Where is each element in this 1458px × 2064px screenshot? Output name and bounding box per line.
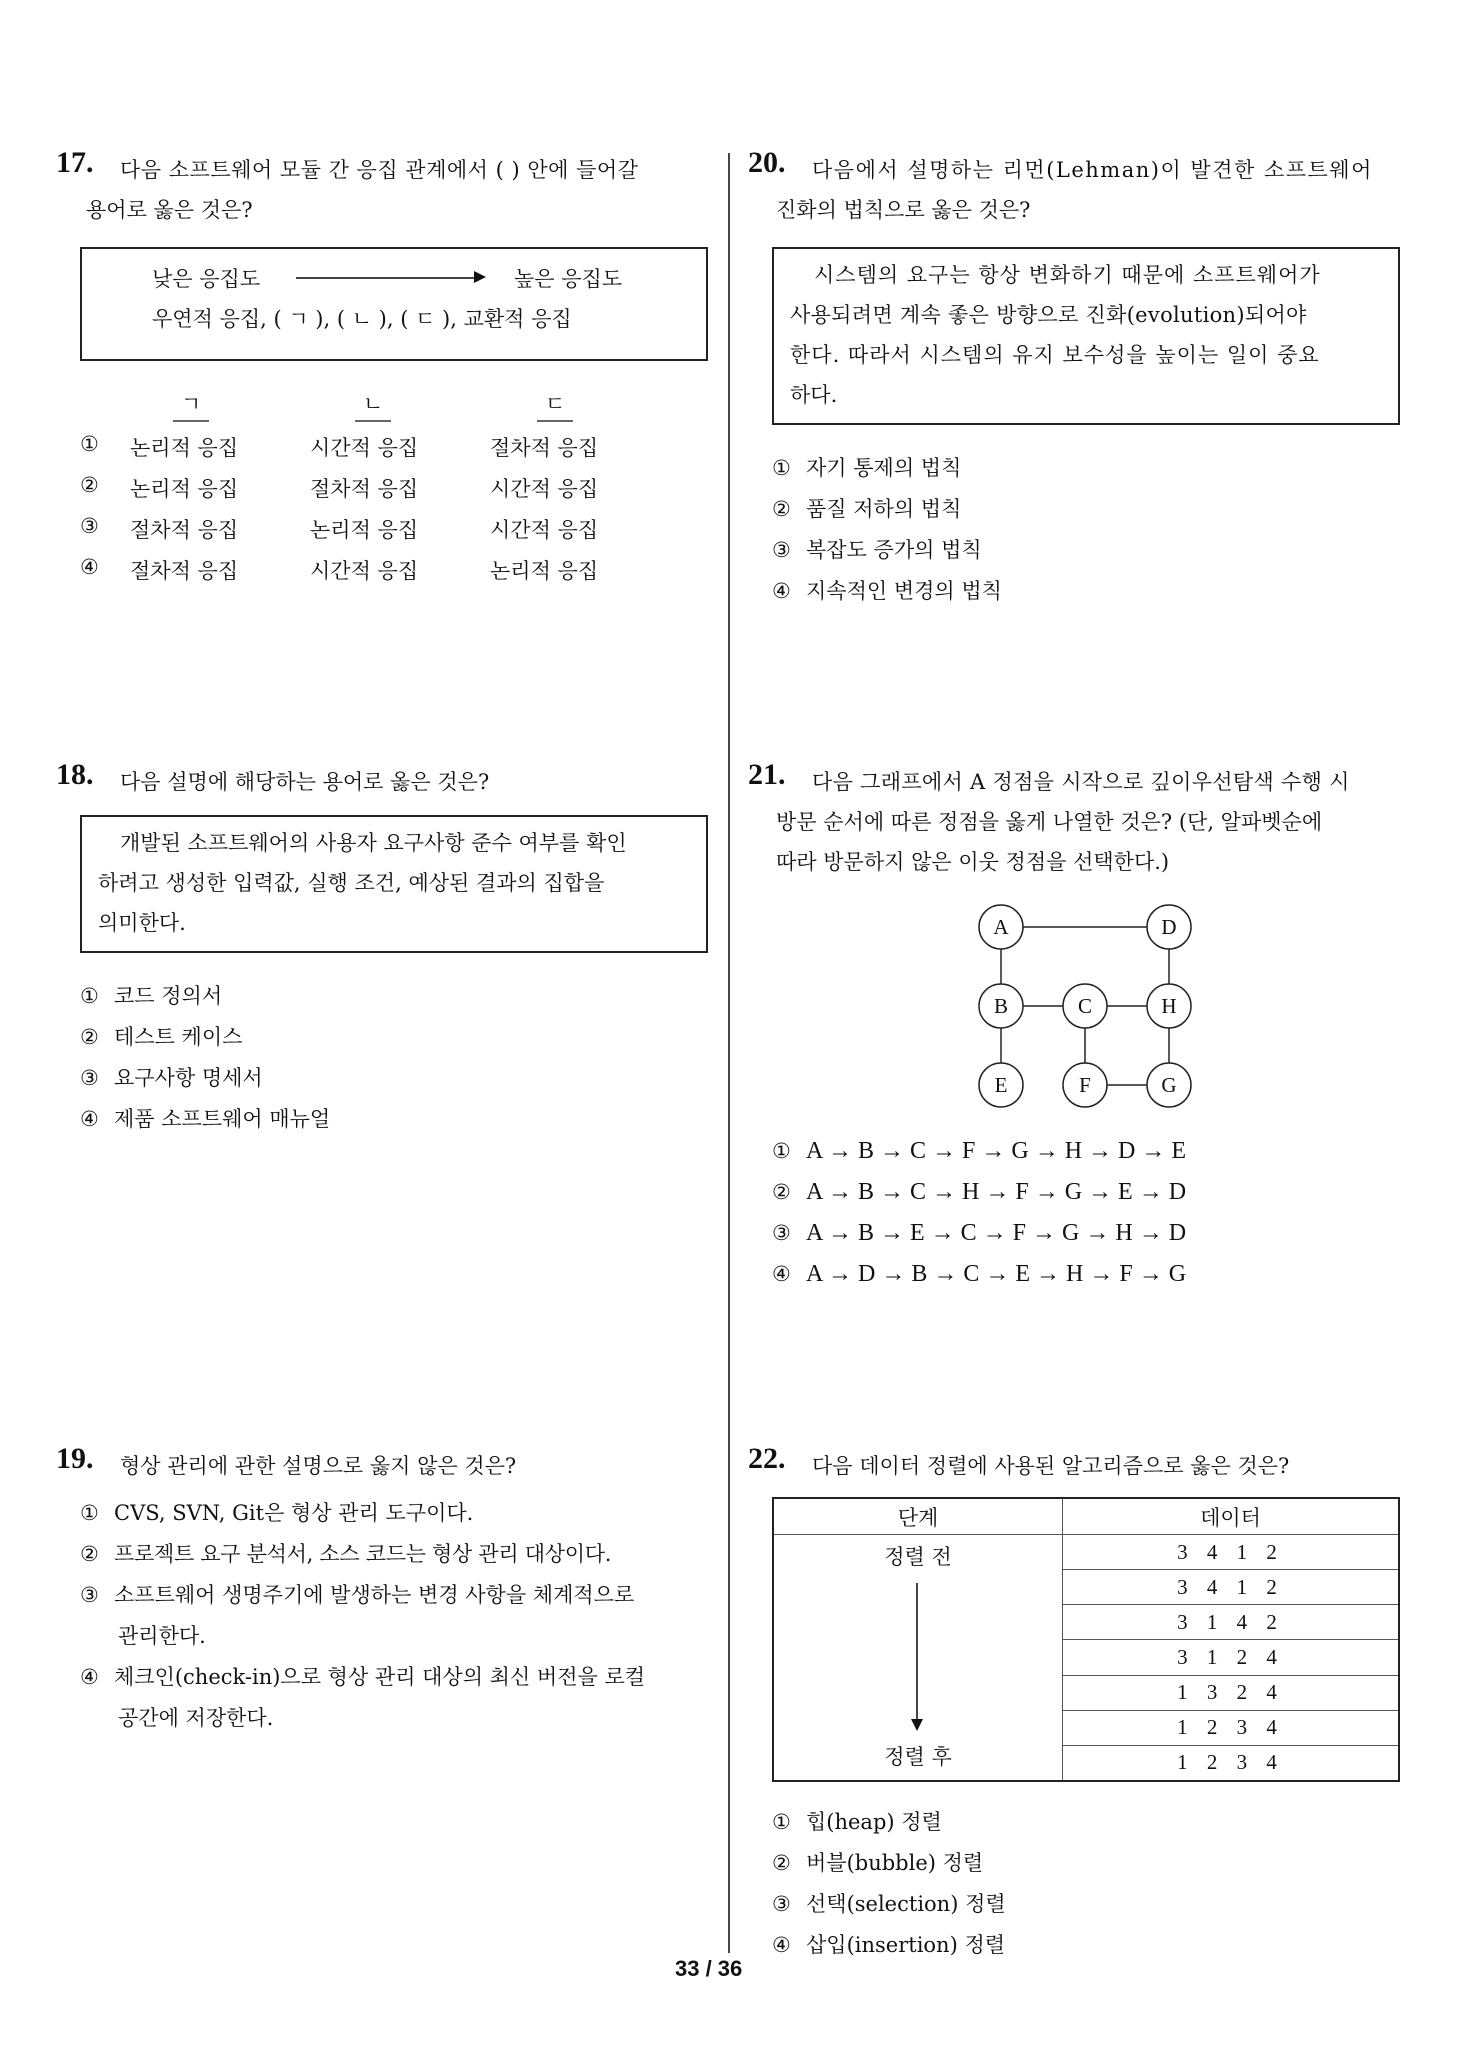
cohesion-box — [80, 247, 708, 361]
option-4[interactable]: ④ 절차적 응집 시간적 응집 논리적 응집 — [80, 555, 599, 583]
graph-node-label-C: C — [1077, 994, 1093, 1018]
description-box — [772, 247, 1400, 425]
page-number: 33 / 36 — [675, 1956, 743, 1981]
option-1[interactable]: ① 코드 정의서 — [80, 984, 223, 1008]
arrow-right-icon — [474, 271, 486, 283]
data-cell: 3 1 2 4 — [1063, 1640, 1400, 1675]
data-cell: 1 3 2 4 — [1063, 1675, 1400, 1710]
box-line: 하려고 생성한 입력값, 실행 조건, 예상된 결과의 집합을 — [98, 871, 605, 895]
arrow-down-icon — [911, 1719, 923, 1731]
data-cell: 1 2 3 4 — [1063, 1745, 1400, 1781]
stage-start-label: 정렬 전 — [884, 1545, 952, 1569]
column-header-b: ㄴ — [355, 388, 391, 422]
option-2[interactable]: ② 프로젝트 요구 분석서, 소스 코드는 형상 관리 대상이다. — [80, 1542, 612, 1566]
data-cell: 3 4 1 2 — [1063, 1535, 1400, 1570]
graph-node-label-A: A — [993, 915, 1009, 939]
box-line: 개발된 소프트웨어의 사용자 요구사항 준수 여부를 확인 — [120, 831, 627, 855]
graph-node-label-H: H — [1161, 994, 1177, 1018]
stage-end-label: 정렬 후 — [884, 1745, 952, 1769]
option-2[interactable]: ② 테스트 케이스 — [80, 1025, 243, 1049]
box-line: 사용되려면 계속 좋은 방향으로 진화(evolution)되어야 — [790, 303, 1307, 327]
stage-column — [773, 1535, 1063, 1782]
arrow-line — [916, 1583, 918, 1721]
option-1[interactable]: ① 논리적 응집 시간적 응집 절차적 응집 — [80, 432, 599, 460]
option-4[interactable]: ④ 제품 소프트웨어 매뉴얼 — [80, 1107, 331, 1131]
vertex-sequence: A → B → C → F → G → H → D → E — [806, 1138, 1187, 1164]
column-divider — [728, 153, 730, 1953]
question-text: 진화의 법칙으로 옳은 것은? — [776, 198, 1031, 222]
box-line: 시스템의 요구는 항상 변화하기 때문에 소프트웨어가 — [814, 263, 1321, 287]
graph-node-label-F: F — [1079, 1073, 1091, 1097]
option-2[interactable]: ② 품질 저하의 법칙 — [772, 497, 962, 521]
option-3[interactable]: ③ 복잡도 증가의 법칙 — [772, 538, 982, 562]
question-text: 다음 설명에 해당하는 용어로 옳은 것은? — [120, 770, 490, 794]
option-1[interactable]: ① 힙(heap) 정렬 — [772, 1810, 942, 1834]
cohesion-sequence: 우연적 응집, ( ㄱ ), ( ㄴ ), ( ㄷ ), 교환적 응집 — [152, 307, 572, 331]
question-number: 20. — [748, 146, 786, 179]
question-number: 17. — [56, 146, 94, 179]
arrow-line — [296, 277, 476, 279]
data-cell: 3 1 4 2 — [1063, 1605, 1400, 1640]
definition-box — [80, 815, 708, 953]
question-text: 용어로 옳은 것은? — [86, 198, 253, 222]
question-text: 다음에서 설명하는 리먼(Lehman)이 발견한 소프트웨어 — [812, 158, 1373, 182]
data-cell: 1 2 3 4 — [1063, 1710, 1400, 1745]
option-1[interactable]: ① CVS, SVN, Git은 형상 관리 도구이다. — [80, 1501, 474, 1525]
box-line: 하다. — [790, 383, 838, 407]
vertex-sequence: A → B → E → C → F → G → H → D — [806, 1220, 1187, 1246]
table-header-row — [773, 1498, 1399, 1535]
dfs-graph — [960, 890, 1220, 1120]
question-number: 22. — [748, 1442, 786, 1475]
question-text: 다음 소프트웨어 모듈 간 응집 관계에서 ( ) 안에 들어갈 — [120, 158, 639, 182]
question-text: 다음 데이터 정렬에 사용된 알고리즘으로 옳은 것은? — [812, 1454, 1290, 1478]
graph-node-label-B: B — [993, 994, 1009, 1018]
header-stage: 단계 — [773, 1498, 1063, 1535]
low-cohesion-label: 낮은 응집도 — [152, 267, 261, 291]
box-line: 한다. 따라서 시스템의 유지 보수성을 높이는 일이 중요 — [790, 343, 1320, 367]
data-cell: 3 4 1 2 — [1063, 1570, 1400, 1605]
sorting-table — [772, 1497, 1400, 1782]
option-1[interactable]: ① A → B → C → F → G → H → D → E — [772, 1138, 1187, 1164]
box-line: 의미한다. — [98, 911, 186, 935]
graph-node-label-G: G — [1161, 1073, 1177, 1097]
question-number: 19. — [56, 1442, 94, 1475]
vertex-sequence: A → D → B → C → E → H → F → G — [806, 1261, 1187, 1287]
option-4-continued: 공간에 저장한다. — [118, 1706, 274, 1730]
option-4[interactable]: ④ 지속적인 변경의 법칙 — [772, 579, 1002, 603]
option-3[interactable]: ③ 요구사항 명세서 — [80, 1066, 263, 1090]
option-4[interactable]: ④ 삽입(insertion) 정렬 — [772, 1933, 1006, 1957]
option-3[interactable]: ③ 소프트웨어 생명주기에 발생하는 변경 사항을 체계적으로 — [80, 1583, 635, 1607]
high-cohesion-label: 높은 응집도 — [514, 267, 623, 291]
vertex-sequence: A → B → C → H → F → G → E → D — [806, 1179, 1187, 1205]
option-2[interactable]: ② 논리적 응집 절차적 응집 시간적 응집 — [80, 473, 599, 501]
option-1[interactable]: ① 자기 통제의 법칙 — [772, 456, 962, 480]
graph-node-label-E: E — [994, 1073, 1008, 1097]
question-number: 21. — [748, 758, 786, 791]
question-text: 형상 관리에 관한 설명으로 옳지 않은 것은? — [120, 1454, 517, 1478]
table-row — [773, 1535, 1399, 1570]
question-text: 다음 그래프에서 A 정점을 시작으로 깊이우선탐색 수행 시 — [812, 770, 1350, 794]
option-4[interactable]: ④ A → D → B → C → E → H → F → G — [772, 1261, 1187, 1287]
option-3[interactable]: ③ 절차적 응집 논리적 응집 시간적 응집 — [80, 514, 599, 542]
option-3[interactable]: ③ A → B → E → C → F → G → H → D — [772, 1220, 1187, 1246]
header-data: 데이터 — [1063, 1498, 1400, 1535]
column-header-a: ㄱ — [173, 388, 209, 422]
option-4[interactable]: ④ 체크인(check-in)으로 형상 관리 대상의 최신 버전을 로컬 — [80, 1665, 646, 1689]
graph-node-label-D: D — [1161, 915, 1177, 939]
column-header-c: ㄷ — [537, 388, 573, 422]
question-number: 18. — [56, 758, 94, 791]
option-3[interactable]: ③ 선택(selection) 정렬 — [772, 1892, 1006, 1916]
option-2[interactable]: ② A → B → C → H → F → G → E → D — [772, 1179, 1187, 1205]
question-text: 방문 순서에 따른 정점을 옳게 나열한 것은? (단, 알파벳순에 — [776, 810, 1323, 834]
option-2[interactable]: ② 버블(bubble) 정렬 — [772, 1851, 984, 1875]
question-text: 따라 방문하지 않은 이웃 정점을 선택한다.) — [776, 850, 1170, 874]
option-3-continued: 관리한다. — [118, 1624, 206, 1648]
